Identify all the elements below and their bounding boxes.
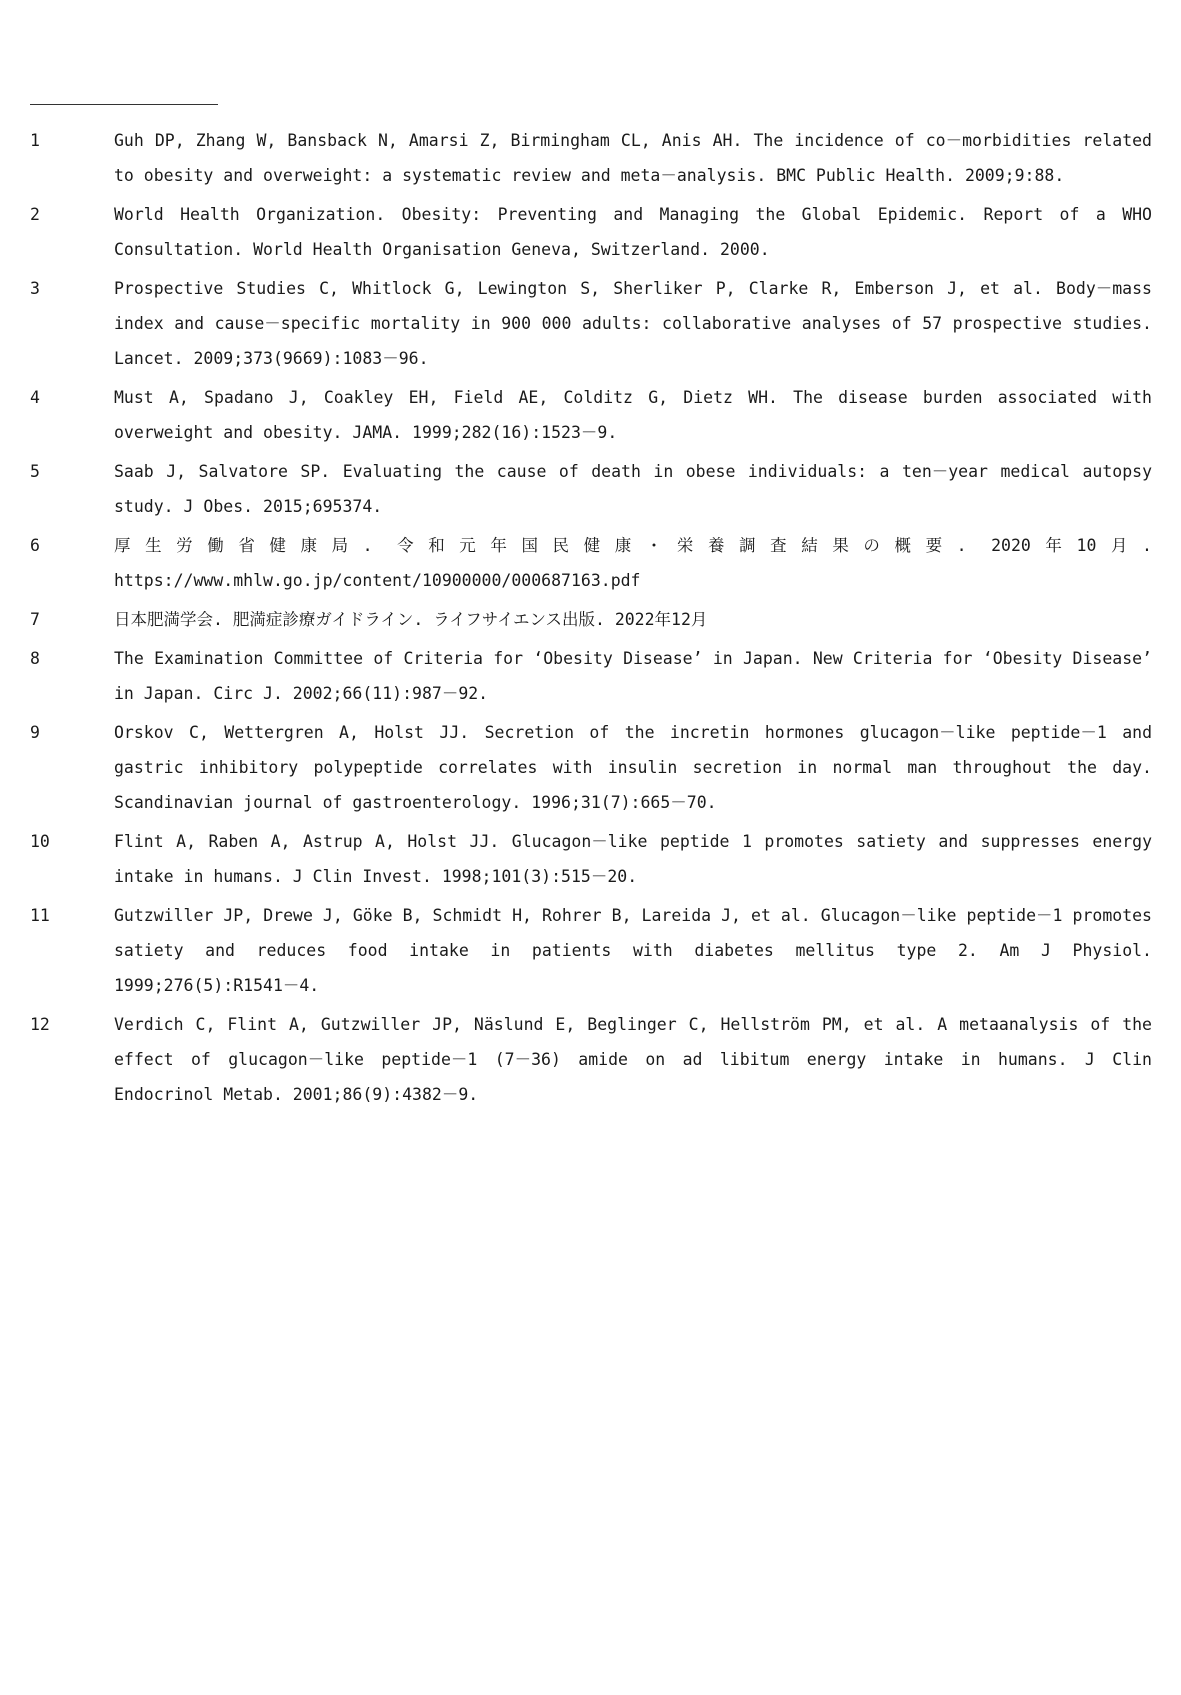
reference-number: 2 [30, 205, 40, 224]
reference-item [30, 380, 1152, 450]
reference-text: Must A, Spadano J, Coakley EH, Field AE, Colditz G, Dietz WH. The disease burden associated with overweight and obesity. JAMA. 1999;282(16):1523－9. [114, 388, 1152, 442]
reference-text: Orskov C, Wettergren A, Holst JJ. Secretion of the incretin hormones glucagon－like peptide－1 and gastric inhibitory polypeptide correlates with insulin secretion in normal man throughout the day. Scandinavian journal of gastroenterology. 1996;31(7):665－70. [114, 723, 1152, 812]
reference-text: Prospective Studies C, Whitlock G, Lewington S, Sherliker P, Clarke R, Emberson J, et al. Body－mass index and cause－specific mortality in 900 000 adults: collaborative analyses of 57 prospective studies. Lancet. 2009;373(9669):1083－96. [114, 279, 1152, 368]
reference-number: 1 [30, 131, 40, 150]
reference-number: 8 [30, 649, 40, 668]
reference-item [30, 1007, 1152, 1112]
reference-number: 12 [30, 1015, 50, 1034]
reference-item [30, 602, 1152, 637]
reference-number: 9 [30, 723, 40, 742]
reference-number: 4 [30, 388, 40, 407]
reference-text: Flint A, Raben A, Astrup A, Holst JJ. Glucagon－like peptide 1 promotes satiety and suppresses energy intake in humans. J Clin Invest. 1998;101(3):515－20. [114, 832, 1152, 886]
reference-number: 5 [30, 462, 40, 481]
reference-text: Verdich C, Flint A, Gutzwiller JP, Näslund E, Beglinger C, Hellström PM, et al. A metaanalysis of the effect of glucagon－like peptide－1 (7－36) amide on ad libitum energy intake in humans. J Clin Endocrinol Metab. 2001;86(9):4382－9. [114, 1015, 1152, 1104]
reference-number: 6 [30, 536, 40, 555]
reference-text: Saab J, Salvatore SP. Evaluating the cause of death in obese individuals: a ten－year medical autopsy study. J Obes. 2015;695374. [114, 462, 1152, 516]
reference-number: 7 [30, 610, 40, 629]
reference-item [30, 715, 1152, 820]
reference-text: Guh DP, Zhang W, Bansback N, Amarsi Z, Birmingham CL, Anis AH. The incidence of co－morbidities related to obesity and overweight: a systematic review and meta－analysis. BMC Public Health. 2009;9:88. [114, 131, 1152, 185]
footnote-separator [30, 104, 218, 105]
reference-item [30, 454, 1152, 524]
reference-text: Gutzwiller JP, Drewe J, Göke B, Schmidt H, Rohrer B, Lareida J, et al. Glucagon－like peptide－1 promotes satiety and reduces food intake in patients with diabetes mellitus type 2. Am J Physiol. 1999;276(5):R1541－4. [114, 906, 1152, 995]
reference-item [30, 528, 1152, 598]
reference-number: 10 [30, 832, 50, 851]
reference-text: World Health Organization. Obesity: Preventing and Managing the Global Epidemic. Report of a WHO Consultation. World Health Organisation Geneva, Switzerland. 2000. [114, 205, 1152, 259]
reference-item [30, 641, 1152, 711]
reference-item [30, 123, 1152, 193]
reference-item [30, 197, 1152, 267]
reference-text: The Examination Committee of Criteria for ‘Obesity Disease’ in Japan. New Criteria for ‘Obesity Disease’ in Japan. Circ J. 2002;66(11):987－92. [114, 649, 1152, 703]
reference-text: 厚生労働省健康局. 令和元年国民健康・栄養調査結果の概要. 2020年10月. https://www.mhlw.go.jp/content/10900000/000687163.pdf [114, 536, 1152, 590]
reference-list [30, 123, 1152, 1116]
reference-item [30, 824, 1152, 894]
reference-number: 3 [30, 279, 40, 298]
reference-number: 11 [30, 906, 50, 925]
reference-text: 日本肥満学会. 肥満症診療ガイドライン. ライフサイエンス出版. 2022年12月 [114, 610, 708, 629]
reference-item [30, 898, 1152, 1003]
reference-item [30, 271, 1152, 376]
